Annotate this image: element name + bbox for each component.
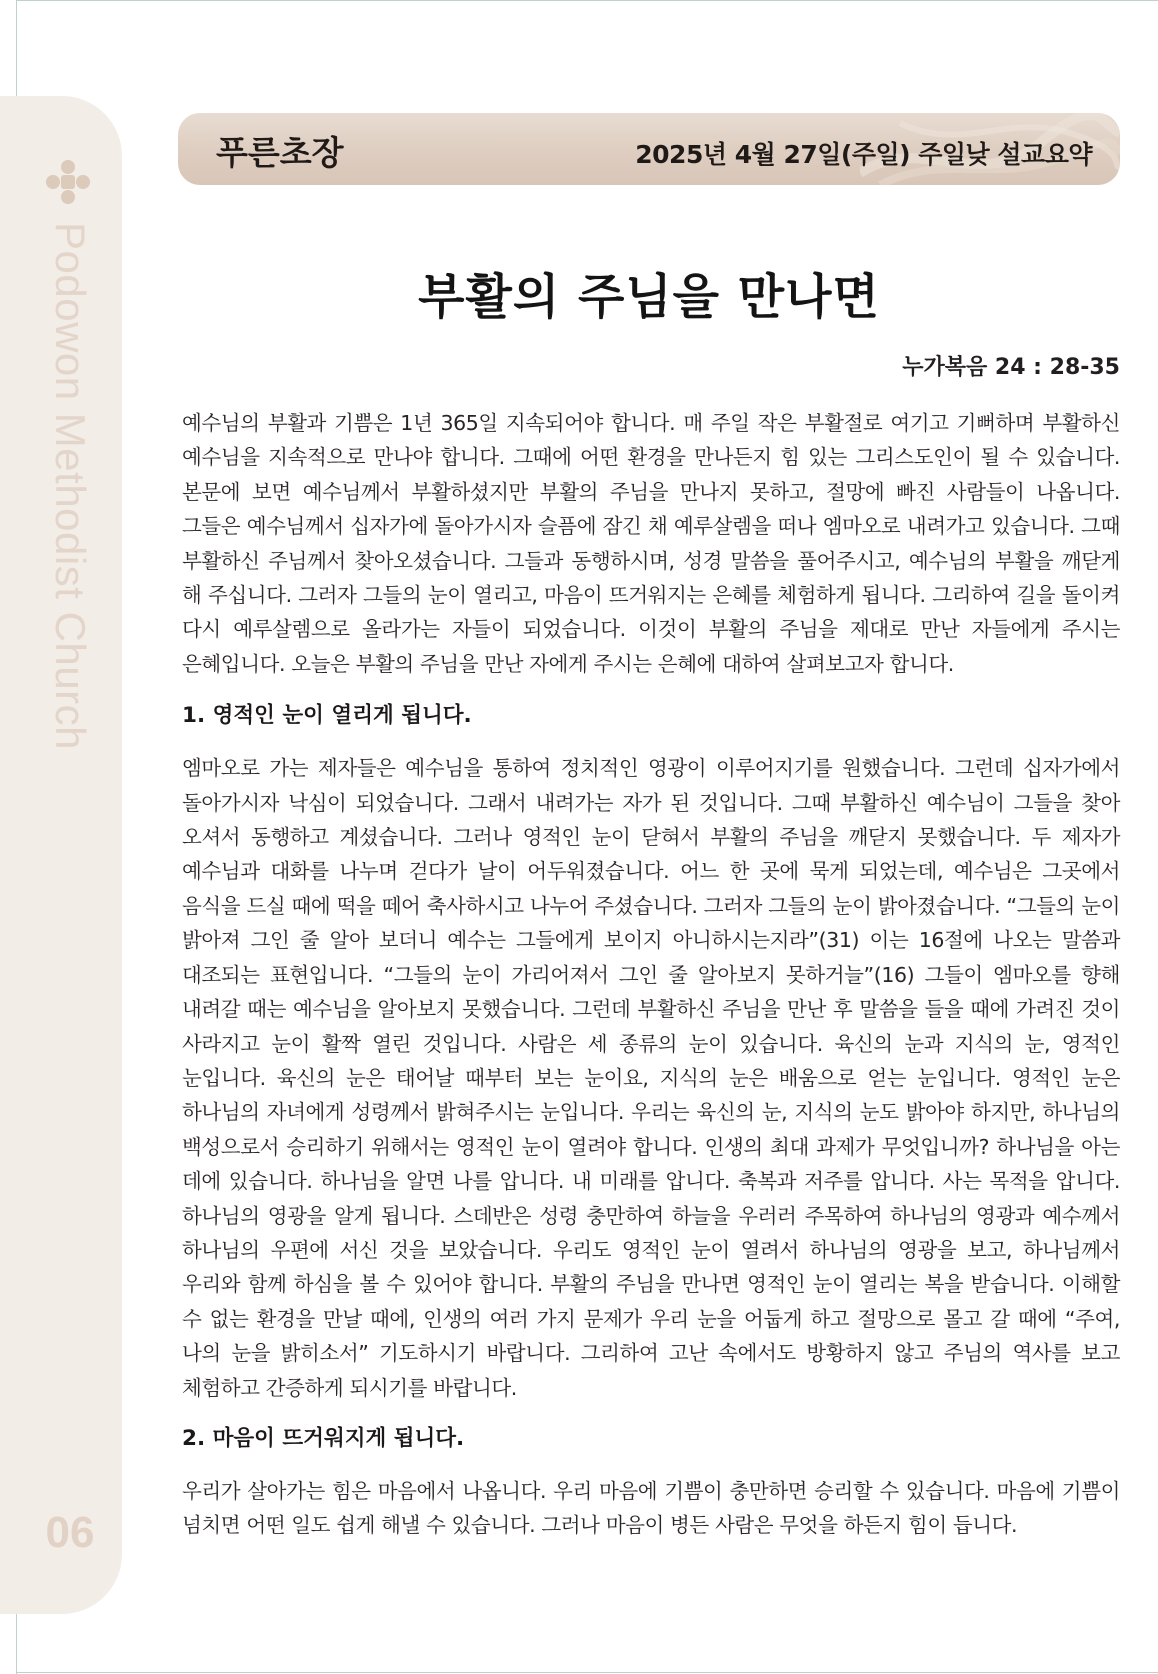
header-banner <box>178 113 1120 185</box>
section-body-1: 엠마오로 가는 제자들은 예수님을 통하여 정치적인 영광이 이루어지기를 원했습니다. 그런데 십자가에서 돌아가시자 낙심이 되었습니다. 그래서 내려가는 자가 된 것입니다. 그때 부활하신 예수님이 그들을 찾아 오셔서 동행하고 계셨습니다. 그러나 영적인 눈이 닫혀서 부활의 주님을 깨닫지 못했습니다. 두 제자가 예수님과 대화를 나누며 걷다가 날이 어두워졌습니다. 어느 한 곳에 묵게 되었는데, 예수님은 그곳에서 음식을 드실 때에 떡을 떼어 축사하시고 나누어 주셨습니다. 그러자 그들의 눈이 밝아졌습니다. “그들의 눈이 밝아져 그인 줄 알아 보더니 예수는 그들에게 보이지 아니하시는지라”(31) 이는 16절에 나오는 말씀과 대조되는 표현입니다. “그들의 눈이 가리어져서 그인 줄 알아보지 못하거늘”(16) 그들이 엠마오를 향해 내려갈 때는 예수님을 알아보지 못했습니다. 그런데 부활하신 주님을 만난 후 말씀을 들을 때에 가려진 것이 사라지고 눈이 활짝 열린 것입니다. 사람은 세 종류의 눈이 있습니다. 육신의 눈과 지식의 눈, 영적인 눈입니다. 육신의 눈은 태어날 때부터 보는 눈이요, 지식의 눈은 배움으로 얻는 눈입니다. 영적인 눈은 하나님의 자녀에게 성령께서 밝혀주시는 눈입니다. 우리는 육신의 눈, 지식의 눈도 밝아야 하지만, 하나님의 백성으로서 승리하기 위해서는 영적인 눈이 열려야 합니다. 인생의 최대 과제가 무엇입니까? 하나님을 아는 데에 있습니다. 하나님을 알면 나를 압니다. 내 미래를 압니다. 축복과 저주를 압니다. 사는 목적을 압니다. 하나님의 영광을 알게 됩니다. 스데반은 성령 충만하여 하늘을 우러러 주목하여 하나님의 영광과 예수께서 하나님의 우편에 서신 것을 보았습니다. 우리도 영적인 눈이 열려서 하나님의 영광을 보고, 하나님께서 우리와 함께 하심을 볼 수 있어야 합니다. 부활의 주님을 만나면 영적인 눈이 열리는 복을 받습니다. 이해할 수 없는 환경을 만날 때에, 인생의 여러 가지 문제가 우리 눈을 어둡게 하고 절망으로 몰고 갈 때에 “주여, 나의 눈을 밝히소서” 기도하시기 바랍니다. 그리하여 고난 속에서도 방황하지 않고 주님의 역사를 보고 체험하고 간증하게 되시기를 바랍니다. <box>182 756 1120 1400</box>
section-name: 푸른초장 <box>216 133 344 172</box>
scripture-reference: 누가복음 24 : 28-35 <box>902 355 1120 380</box>
sermon-date: 2025년 4월 27일(주일) 주일낮 설교요약 <box>635 140 1092 169</box>
page-number: 06 <box>45 1508 95 1557</box>
intro-paragraph: 예수님의 부활과 기쁨은 1년 365일 지속되어야 합니다. 매 주일 작은 부활절로 여기고 기뻐하며 부활하신 예수님을 지속적으로 만나야 합니다. 그때에 어떤 환경을 만나든지 힘 있는 그리스도인이 될 수 있습니다. 본문에 보면 예수님께서 부활하셨지만 부활의 주님을 만나지 못하고, 절망에 빠진 사람들이 나옵니다. 그들은 예수님께서 십자가에 돌아가시자 슬픔에 잠긴 채 예루살렘을 떠나 엠마오로 내려가고 있습니다. 그때 부활하신 주님께서 찾아오셨습니다. 그들과 동행하시며, 성경 말씀을 풀어주시고, 예수님의 부활을 깨닫게 해 주십니다. 그러자 그들의 눈이 열리고, 마음이 뜨거워지는 은혜를 체험하게 됩니다. 그리하여 길을 돌이켜 다시 예루살렘으로 올라가는 자들이 되었습니다. 이것이 부활의 주님을 제대로 만난 자들에게 주시는 은혜입니다. 오늘은 부활의 주님을 만난 자에게 주시는 은혜에 대하여 살펴보고자 합니다. <box>182 411 1120 676</box>
page-border-top <box>16 0 1158 1</box>
section-heading-2: 2. 마음이 뜨거워지게 됩니다. <box>182 1425 465 1451</box>
section-heading-1: 1. 영적인 눈이 열리게 됩니다. <box>182 703 472 729</box>
section-body-2: 우리가 살아가는 힘은 마음에서 나옵니다. 우리 마음에 기쁨이 충만하면 승리할 수 있습니다. 마음에 기쁨이 넘치면 어떤 일도 쉽게 해낼 수 있습니다. 그러나 마음이 병든 사람은 무엇을 하든지 힘이 듭니다. <box>182 1478 1120 1538</box>
sermon-body <box>182 406 1120 1543</box>
page-border-bottom <box>16 1672 1158 1673</box>
church-name-vertical: Podowon Methodist Church <box>47 222 94 750</box>
sermon-title: 부활의 주님을 만나면 <box>418 269 880 325</box>
quatrefoil-cross-icon <box>44 158 92 206</box>
